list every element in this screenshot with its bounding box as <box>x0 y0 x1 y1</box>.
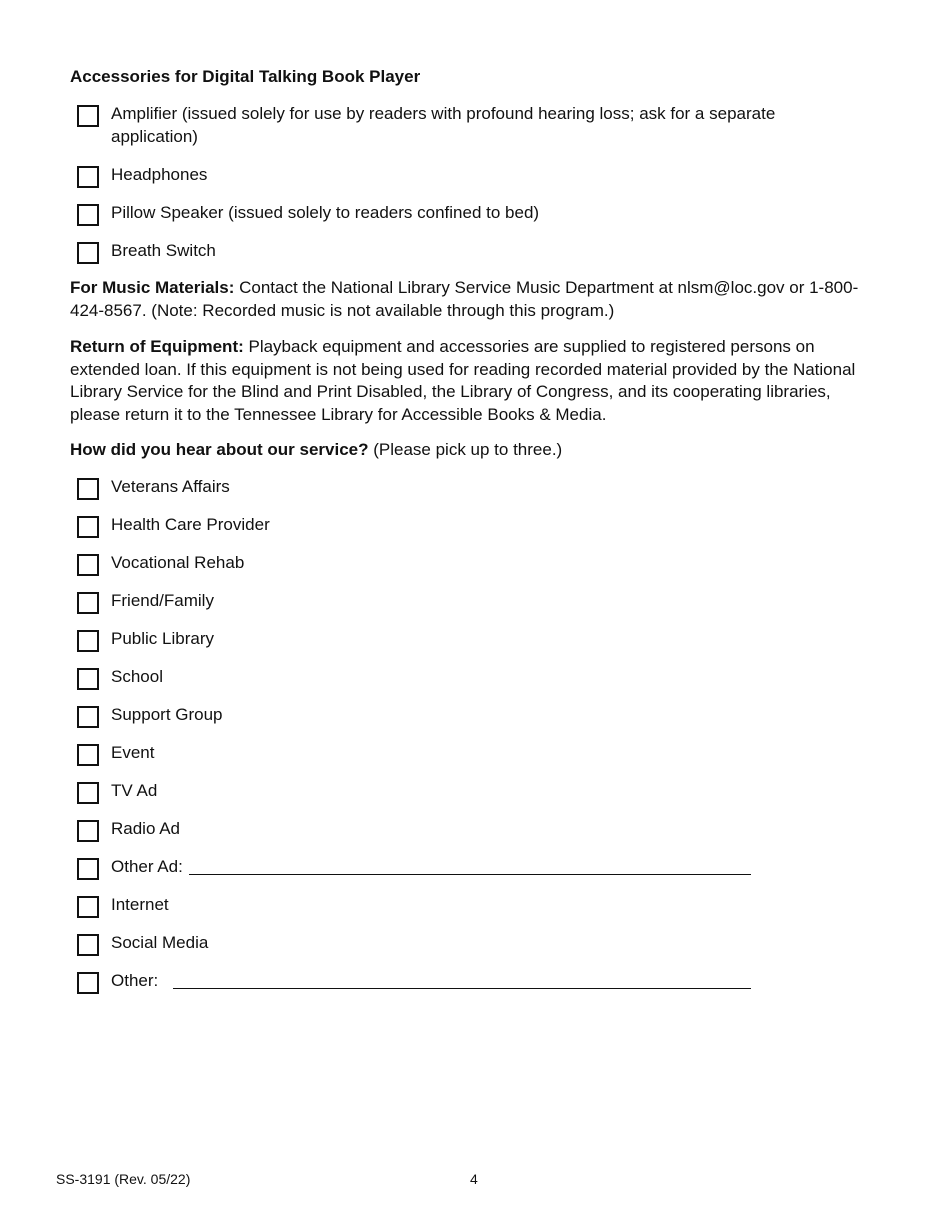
checkbox[interactable] <box>77 668 99 690</box>
source-label: Friend/Family <box>111 591 214 610</box>
source-public-library[interactable] <box>77 628 837 652</box>
checkbox[interactable] <box>77 934 99 956</box>
source-label: Public Library <box>111 629 214 648</box>
source-label: Veterans Affairs <box>111 477 230 496</box>
source-health-care-provider[interactable] <box>77 514 837 538</box>
checkbox[interactable] <box>77 820 99 842</box>
music-materials-label: For Music Materials: <box>70 278 235 297</box>
source-label: Vocational Rehab <box>111 553 245 572</box>
source-vocational-rehab[interactable] <box>77 552 837 576</box>
checkbox[interactable] <box>77 105 99 127</box>
checkbox[interactable] <box>77 896 99 918</box>
source-label: Other Ad: <box>111 857 183 876</box>
music-materials-text: Contact the National Library Service Music Department at nlsm@loc.gov or 1-800-424-8567. (Note: Recorded music is not available through this program.) <box>70 278 859 320</box>
source-label: Event <box>111 743 155 762</box>
checkbox[interactable] <box>77 858 99 880</box>
source-veterans-affairs[interactable] <box>77 476 837 500</box>
music-materials-paragraph <box>70 277 880 322</box>
source-label: Social Media <box>111 933 209 952</box>
checkbox[interactable] <box>77 478 99 500</box>
accessories-heading: Accessories for Digital Talking Book Player <box>70 67 421 86</box>
checkbox[interactable] <box>77 554 99 576</box>
source-friend-family[interactable] <box>77 590 837 614</box>
accessory-breath-switch[interactable] <box>77 240 837 264</box>
source-label: Internet <box>111 895 169 914</box>
checkbox[interactable] <box>77 516 99 538</box>
other-fill-line[interactable] <box>173 988 751 989</box>
accessory-headphones[interactable] <box>77 164 837 188</box>
source-school[interactable] <box>77 666 837 690</box>
accessory-headphones-label: Headphones <box>111 165 208 184</box>
accessory-amplifier[interactable] <box>77 103 837 148</box>
checkbox[interactable] <box>77 972 99 994</box>
source-other-ad[interactable] <box>77 856 837 880</box>
accessory-breath-switch-label: Breath Switch <box>111 241 216 260</box>
source-social-media[interactable] <box>77 932 837 956</box>
return-equipment-label: Return of Equipment: <box>70 337 244 356</box>
hear-about-question <box>70 439 880 462</box>
checkbox[interactable] <box>77 204 99 226</box>
checkbox[interactable] <box>77 744 99 766</box>
checkbox[interactable] <box>77 706 99 728</box>
accessory-pillow-speaker[interactable] <box>77 202 837 226</box>
accessory-pillow-speaker-label: Pillow Speaker (issued solely to readers confined to bed) <box>111 203 540 222</box>
page-number: 4 <box>470 1171 478 1187</box>
source-label: School <box>111 667 163 686</box>
return-equipment-paragraph <box>70 336 880 426</box>
source-label: Other: <box>111 971 159 990</box>
hear-about-question-label: How did you hear about our service? <box>70 440 369 459</box>
source-label: Health Care Provider <box>111 515 270 534</box>
checkbox[interactable] <box>77 166 99 188</box>
return-equipment-text: Playback equipment and accessories are supplied to registered persons on extended loan. If this equipment is not being used for reading recorded material provided by the National Library Service for the Blind and Print Disabled, the Library of Congress, and its cooperating libraries, please return it to the Tennessee Library for Accessible Books & Media. <box>70 337 856 424</box>
checkbox[interactable] <box>77 592 99 614</box>
source-other[interactable] <box>77 970 837 994</box>
hear-about-note: (Please pick up to three.) <box>368 440 563 459</box>
checkbox[interactable] <box>77 782 99 804</box>
checkbox[interactable] <box>77 242 99 264</box>
source-event[interactable] <box>77 742 837 766</box>
source-label: TV Ad <box>111 781 158 800</box>
other-ad-fill-line[interactable] <box>189 874 751 875</box>
checkbox[interactable] <box>77 630 99 652</box>
source-label: Radio Ad <box>111 819 180 838</box>
source-internet[interactable] <box>77 894 837 918</box>
source-label: Support Group <box>111 705 223 724</box>
source-radio-ad[interactable] <box>77 818 837 842</box>
source-tv-ad[interactable] <box>77 780 837 804</box>
accessory-amplifier-label: Amplifier (issued solely for use by readers with profound hearing loss; ask for a separate application) <box>111 104 776 146</box>
source-support-group[interactable] <box>77 704 837 728</box>
form-id: SS-3191 (Rev. 05/22) <box>56 1171 191 1187</box>
